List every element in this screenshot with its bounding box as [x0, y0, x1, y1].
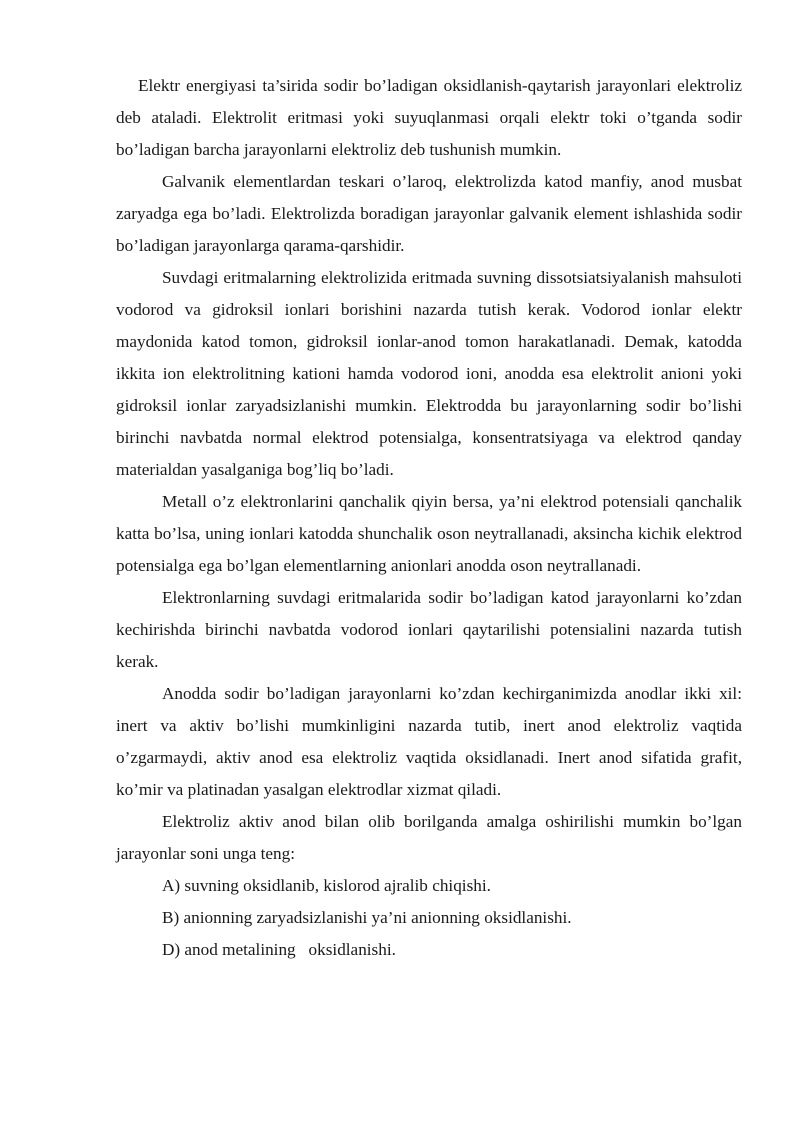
paragraph-anode-types: Anodda sodir bo’ladigan jarayonlarni ko’zdan kechirganimizda anodlar ikki xil: inert va aktiv bo’lishi mumkinligini nazarda tutib, inert anod elektroliz vaqtida o’zgarmaydi, aktiv anod esa elektroliz vaqtida oksidlanadi. Inert anod sifatida grafit, ko’mir va platinadan yasalgan elektrodlar xizmat qiladi. — [116, 684, 742, 799]
list-item-b: B) anionning zaryadsizlanishi ya’ni anionning oksidlanishi. — [162, 908, 572, 927]
paragraph-electrolysis-definition: Elektr energiyasi ta’sirida sodir bo’ladigan oksidlanish-qaytarish jarayonlari elektroliz deb ataladi. Elektrolit eritmasi yoki suyuqlanmasi orqali elektr toki o’tganda sodir bo’ladigan barcha jarayonlarni elektroliz deb tushunish mumkin. — [116, 76, 742, 159]
document-page — [116, 70, 742, 966]
paragraph-cathode-processes: Elektronlarning suvdagi eritmalarida sodir bo’ladigan katod jarayonlarni ko’zdan kechirishda birinchi navbatda vodorod ionlari qaytarilishi potensialini nazarda tutish kerak. — [116, 588, 742, 671]
paragraph-active-anode: Elektroliz aktiv anod bilan olib borilganda amalga oshirilishi mumkin bo’lgan jarayonlar soni unga teng: — [116, 812, 742, 863]
paragraph-aqueous-electrolysis: Suvdagi eritmalarning elektrolizida eritmada suvning dissotsiatsiyalanish mahsuloti vodorod va gidroksil ionlari borishini nazarda tutish kerak. Vodorod ionlar elektr maydonida katod tomon, gidroksil ionlar-anod tomon harakatlanadi. Demak, katodda ikkita ion elektrolitning kationi hamda vodorod ioni, anodda esa elektrolit anioni yoki gidroksil ionlar zaryadsizlanishi mumkin. Elektrodda bu jarayonlarning sodir bo’lishi birinchi navbatda normal elektrod potensialga, konsentratsiyaga va elektrod qanday materialdan yasalganiga bog’liq bo’ladi. — [116, 268, 742, 479]
list-item-d: D) anod metalining oksidlanishi. — [162, 940, 396, 959]
paragraph-metal-potential: Metall o’z elektronlarini qanchalik qiyin bersa, ya’ni elektrod potensiali qanchalik katta bo’lsa, uning ionlari katodda shunchalik oson neytrallanadi, aksincha kichik elektrod potensialga ega bo’lgan elementlarning anionlari anodda oson neytrallanadi. — [116, 492, 742, 575]
list-item-a: A) suvning oksidlanib, kislorod ajralib chiqishi. — [162, 876, 491, 895]
paragraph-galvanic-contrast: Galvanik elementlardan teskari o’laroq, elektrolizda katod manfiy, anod musbat zaryadga ega bo’ladi. Elektrolizda boradigan jarayonlar galvanik element ishlashida sodir bo’ladigan jarayonlarga qarama-qarshidir. — [116, 172, 742, 255]
